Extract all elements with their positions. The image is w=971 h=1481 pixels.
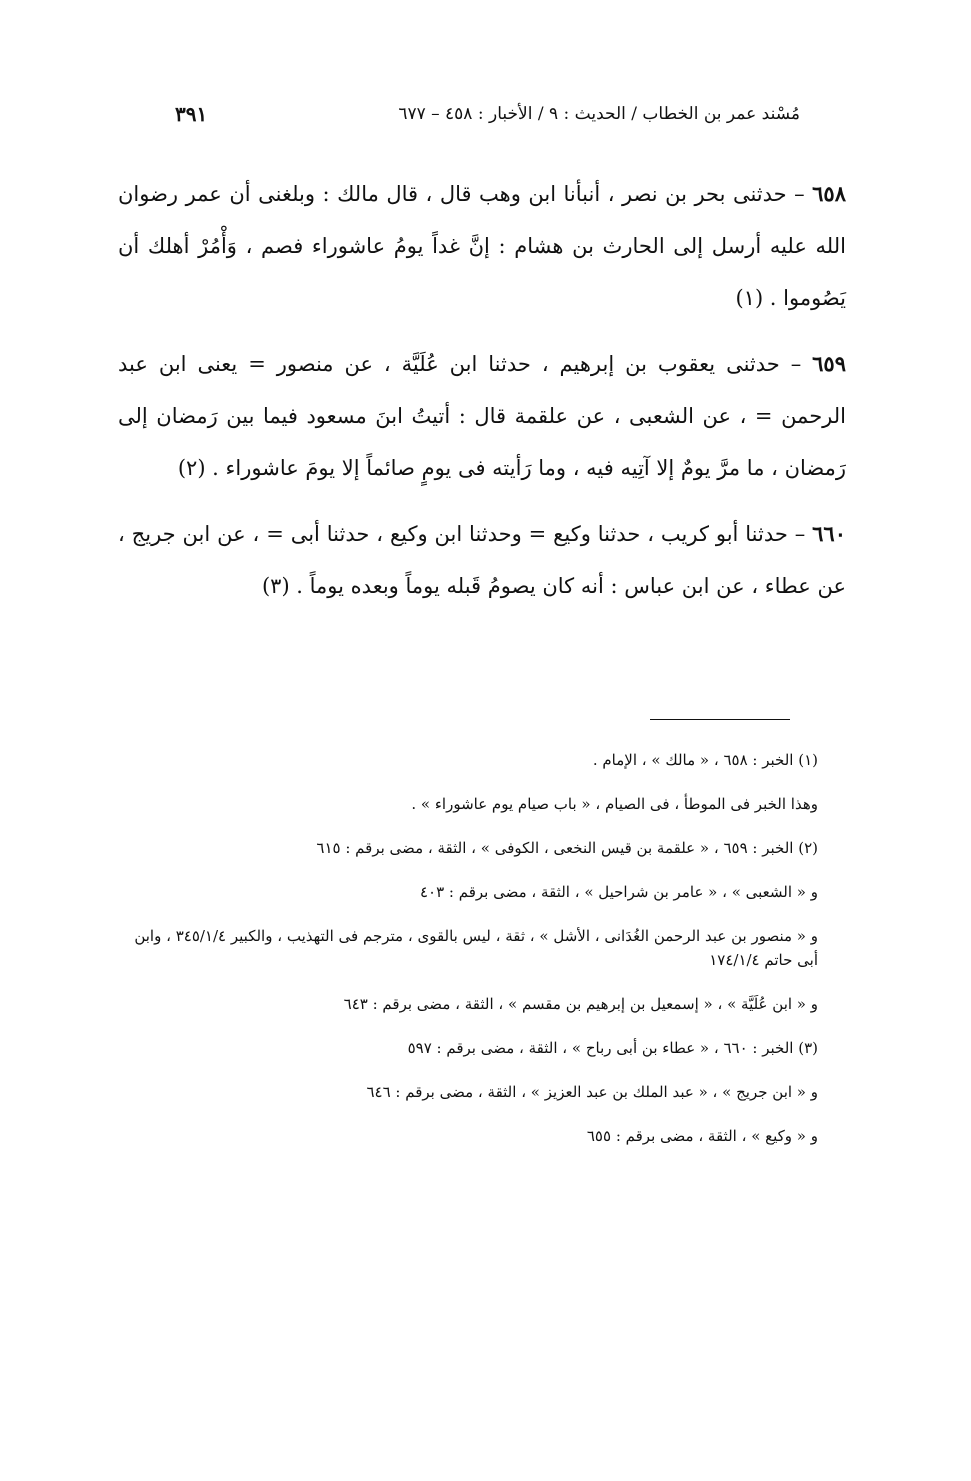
footnote-line: و « ابن جريج » ، « عبد الملك بن عبد العزيز » ، الثقة ، مضى برقم : ٦٤٦ (366, 1083, 818, 1101)
footnote (118, 748, 818, 772)
footnote (118, 1124, 818, 1148)
hadith-entry-658 (118, 168, 846, 324)
entry-number: ٦٥٨ (812, 181, 846, 206)
footnote-separator (650, 719, 790, 720)
footnote-line: و « ابن عُلَيَّة » ، « إسمعيل بن إبرهيم بن مقسم » ، الثقة ، مضى برقم : ٦٤٣ (343, 995, 818, 1013)
hadith-entry-659 (118, 338, 846, 494)
footnote (118, 1036, 818, 1060)
footnote-line: (١) الخبر : ٦٥٨ ، « مالك » ، الإمام . (592, 751, 818, 769)
footnote (118, 1080, 818, 1104)
footnote (118, 880, 818, 904)
footnote (118, 836, 818, 860)
entry-text: – حدثنى يعقوب بن إبرهيم ، حدثنا ابن عُلَيَّة ، عن منصور = يعنى ابن عبد الرحمن = ، عن الشعبى ، عن علقمة قال : أتيتُ ابنَ مسعود فيما بين رَمضان إلى رَمضان ، ما مرَّ يومٌ إلا آتِيه فيه ، وما رَأيته فى يومٍ صائماً إلا يومَ عاشوراء . (٢) (118, 352, 846, 480)
entry-number: ٦٦٠ (812, 521, 846, 546)
footnote (118, 992, 818, 1016)
footnote-line: و « وكيع » ، الثقة ، مضى برقم : ٦٥٥ (586, 1127, 818, 1145)
running-head: مُسْند عمر بن الخطاب / الحديث : ٩ / الأخبار : ٤٥٨ – ٦٧٧ (398, 104, 800, 124)
footnote-line: وهذا الخبر فى الموطأ ، فى الصيام ، « باب صيام يوم عاشوراء » . (411, 795, 818, 813)
footnote (118, 792, 818, 816)
footnote-line: (٢) الخبر : ٦٥٩ ، « علقمة بن قيس النخعى ، الكوفى » ، الثقة ، مضى برقم : ٦١٥ (316, 839, 818, 857)
entry-number: ٦٥٩ (812, 351, 846, 376)
entry-text: – حدثنى بحر بن نصر ، أنبأنا ابن وهب قال ، قال مالك : وبلغنى أن عمر رضوان الله عليه أرسل إلى الحارث بن هشام : إنَّ غداً يومُ عاشوراء فصم ، وَأْمُرْ أهلك أن يَصُوموا . (١) (118, 182, 846, 310)
hadith-entry-660 (118, 508, 846, 612)
footnote (118, 924, 818, 972)
page-number: ٣٩١ (175, 102, 208, 126)
footnote-line: و « الشعبى » ، « عامر بن شراحيل » ، الثقة ، مضى برقم : ٤٠٣ (419, 883, 818, 901)
entry-text: – حدثنا أبو كريب ، حدثنا وكيع = وحدثنا ابن وكيع ، حدثنا أبى = ، عن ابن جريج ، عن عطاء ، عن ابن عباس : أنه كان يصومُ قَبله يوماً وبعده يوماً . (٣) (118, 522, 846, 598)
footnote-line: (٣) الخبر : ٦٦٠ ، « عطاء بن أبى رباح » ، الثقة ، مضى برقم : ٥٩٧ (407, 1039, 818, 1057)
page-header (175, 98, 800, 130)
footnotes (118, 748, 818, 1168)
footnote-line: و « منصور بن عبد الرحمن الغُدَانى ، الأشل » ، ثقة ، ليس بالقوى ، مترجم فى التهذيب ، والكبير ٣٤٥/١/٤ ، وابن أبى حاتم ١٧٤/١/٤ (134, 927, 818, 969)
main-text (118, 168, 846, 626)
